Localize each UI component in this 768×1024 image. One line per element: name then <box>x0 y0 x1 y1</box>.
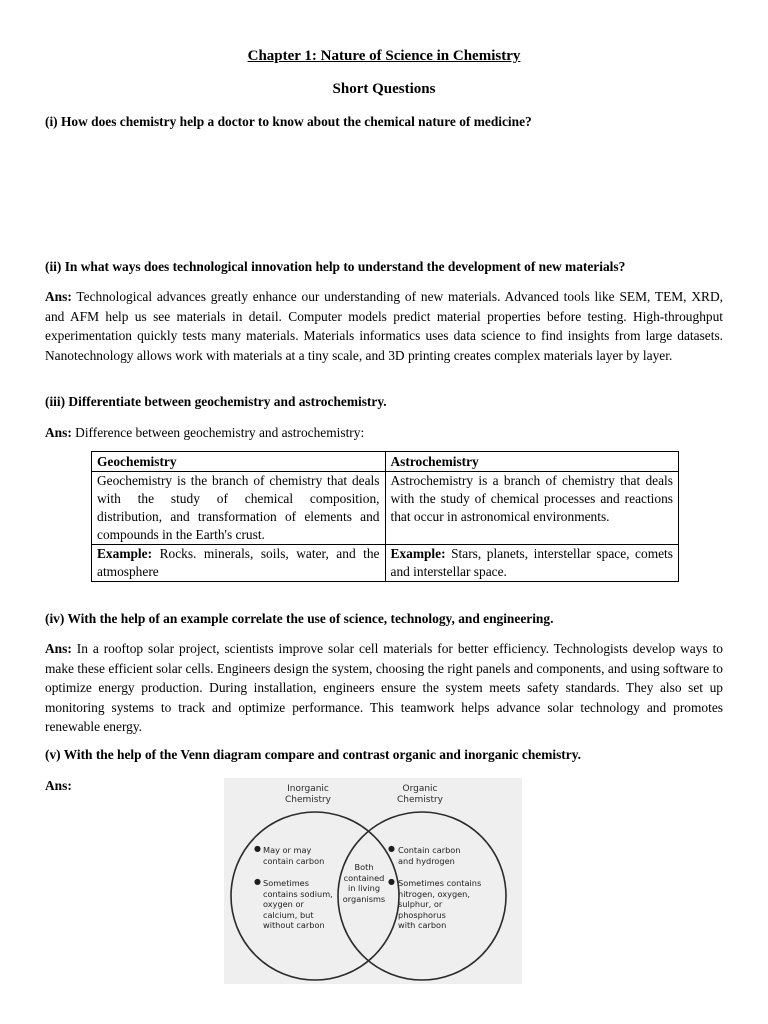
answer-3-text: Difference between geochemistry and astrochemistry: <box>75 425 365 440</box>
geochemistry-definition: Geochemistry is the branch of chemistry that deals with the study of chemical composition, distribution, and transformation of elements and compounds in the Earth's crust. <box>92 472 386 545</box>
answer-label: Ans: <box>45 425 72 440</box>
answer-2 <box>45 287 723 365</box>
organic-item-1-line: and hydrogen <box>398 855 455 866</box>
organic-item-2-line: with carbon <box>398 920 447 930</box>
inorganic-title-line-2: Chemistry <box>284 795 332 805</box>
inorganic-item-2-line: calcium, but <box>263 909 314 920</box>
organic-title <box>386 784 454 806</box>
inorganic-item-2-line: Sometimes <box>263 878 309 888</box>
bullet-icon: ● <box>388 877 395 886</box>
shared-item <box>340 862 388 904</box>
table-row-example <box>92 545 679 582</box>
geochemistry-example-text: Rocks. minerals, soils, water, and the atmosphere <box>97 546 380 579</box>
comparison-table <box>91 451 679 582</box>
table-header-row <box>92 452 679 472</box>
organic-item-1-line: Contain carbon <box>398 845 461 855</box>
answer-4 <box>45 639 723 737</box>
table-row-definition <box>92 472 679 545</box>
shared-item-line: organisms <box>342 893 386 904</box>
bullet-icon: ● <box>388 844 395 853</box>
answer-label: Ans: <box>45 289 72 304</box>
inorganic-item-2 <box>263 878 333 931</box>
venn-diagram <box>224 778 522 984</box>
answer-4-text: In a rooftop solar project, scientists improve solar cell materials for better efficiency. Technologists develop ways to make these efficient solar cells. Engineers design the system, choosing the right panels and components, and using software to optimize energy production. During installation, engineers ensure the system meets safety standards. They also set up monitoring systems to track and optimize performance. This teamwork helps advance solar technology and promotes renewable energy. <box>45 641 723 734</box>
section-subtitle: Short Questions <box>332 81 436 97</box>
question-4: (iv) With the help of an example correlate the use of science, technology, and engineering. <box>45 611 554 626</box>
inorganic-item-1-line: May or may <box>263 845 312 855</box>
question-5: (v) With the help of the Venn diagram compare and contrast organic and inorganic chemistry. <box>45 747 582 762</box>
table-header-astrochemistry: Astrochemistry <box>385 452 679 472</box>
organic-item-2-line: Sometimes contains <box>398 878 482 888</box>
inorganic-item-1 <box>263 845 324 866</box>
answer-label: Ans: <box>45 778 72 793</box>
organic-item-2-line: phosphorus <box>398 909 446 920</box>
question-2: (ii) In what ways does technological innovation help to understand the development of new materials? <box>45 259 626 274</box>
inorganic-item-2-line: contains sodium, <box>263 888 333 899</box>
astrochemistry-definition: Astrochemistry is a branch of chemistry that deals with the study of chemical processes and reactions that occur in astronomical environments. <box>385 472 679 545</box>
inorganic-item-2-line: without carbon <box>263 920 325 930</box>
question-3: (iii) Differentiate between geochemistry and astrochemistry. <box>45 394 387 409</box>
shared-item-line: contained <box>343 872 385 883</box>
geochemistry-example <box>92 545 386 582</box>
organic-title-line-2: Chemistry <box>396 795 444 805</box>
organic-title-line-1: Organic <box>402 784 438 794</box>
organic-item-2 <box>398 878 481 931</box>
inorganic-title-line-1: Inorganic <box>287 784 329 794</box>
organic-item-2-line: nitrogen, oxygen, <box>398 888 470 899</box>
answer-2-text: Technological advances greatly enhance our understanding of new materials. Advanced tools like SEM, TEM, XRD, and AFM help us see materials in detail. Computer models predict material properties before testing. High-throughput experimentation quickly tests many materials. Materials informatics uses data science to find insights from large datasets. Nanotechnology allows work with materials at a tiny scale, and 3D printing creates complex materials layer by layer. <box>45 289 723 363</box>
question-1: (i) How does chemistry help a doctor to know about the chemical nature of medicine? <box>45 114 532 129</box>
organic-item-2-line: sulphur, or <box>398 899 443 909</box>
astrochemistry-example <box>385 545 679 582</box>
organic-item-1 <box>398 845 461 866</box>
answer-3 <box>45 423 723 443</box>
inorganic-item-2-line: oxygen or <box>263 899 304 909</box>
example-label: Example: <box>390 546 446 561</box>
chapter-title: Chapter 1: Nature of Science in Chemistry <box>247 48 521 64</box>
answer-label: Ans: <box>45 641 72 656</box>
inorganic-item-1-line: contain carbon <box>263 855 325 866</box>
bullet-icon: ● <box>254 844 261 853</box>
inorganic-title <box>274 784 342 806</box>
table-header-geochemistry: Geochemistry <box>92 452 386 472</box>
astrochemistry-example-text: Stars, planets, interstellar space, comets and interstellar space. <box>390 546 673 579</box>
bullet-icon: ● <box>254 877 261 886</box>
answer-5 <box>45 776 105 796</box>
shared-item-line: Both <box>354 862 374 872</box>
shared-item-line: in living <box>347 883 381 893</box>
example-label: Example: <box>97 546 153 561</box>
